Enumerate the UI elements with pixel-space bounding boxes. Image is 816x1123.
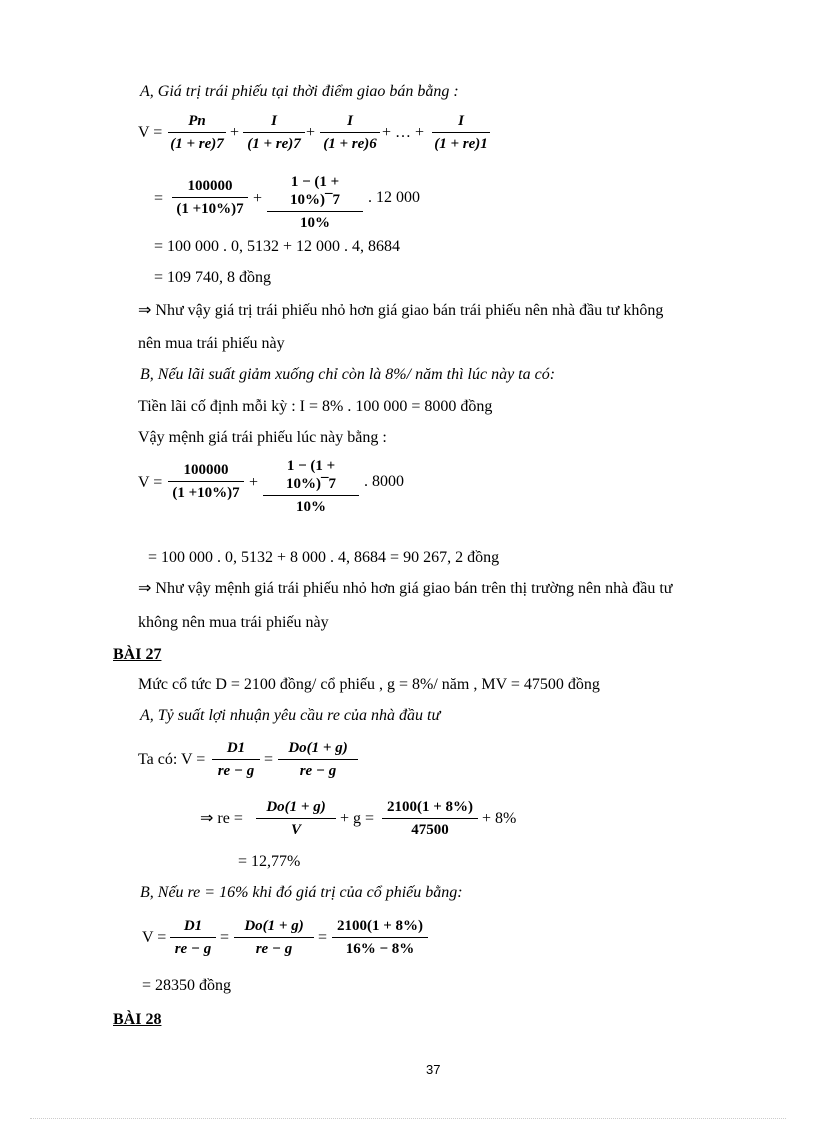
eq6-result: = 28350 đồng	[142, 977, 232, 994]
eq6-fraction-2: Do(1 + g) re − g	[234, 917, 314, 958]
calc-line-1: = 100 000 . 0, 5132 + 12 000 . 4, 8684	[154, 238, 401, 255]
eq4-fraction-2: Do(1 + g) re − g	[278, 739, 358, 780]
eq5-mid: + g =	[340, 810, 375, 827]
eq2-plus: +	[253, 190, 263, 207]
eq5-lhs: ⇒ re =	[200, 810, 243, 827]
conclusion-1a: ⇒ Như vậy giá trị trái phiếu nhỏ hơn giá giao bán trái phiếu nên nhà đầu tư không	[138, 302, 664, 319]
page-bottom-divider	[30, 1118, 786, 1119]
eq1-fraction-3: I (1 + re)6	[320, 112, 380, 153]
part-b-heading: B, Nếu lãi suất giảm xuống chỉ còn là 8%/ năm thì lúc này ta có:	[140, 366, 556, 383]
eq5-tail: + 8%	[482, 810, 517, 827]
eq3-plus: +	[249, 474, 259, 491]
eq1-plus-1: +	[230, 124, 240, 141]
value-line: Vậy mệnh giá trái phiếu lúc này bằng :	[138, 429, 387, 446]
given-line: Mức cổ tức D = 2100 đồng/ cổ phiếu , g = 8%/ năm , MV = 47500 đồng	[138, 676, 600, 693]
eq5-fraction-1: Do(1 + g) V	[256, 798, 336, 839]
eq1-lhs: V =	[138, 124, 163, 141]
eq4-fraction-1: D1 re − g	[212, 739, 260, 780]
eq1-fraction-1: Pn (1 + re)7	[168, 112, 226, 153]
eq6-equals-2: =	[318, 929, 328, 946]
eq3-fraction-1: 100000 (1 +10%)7	[168, 461, 244, 502]
interest-line: Tiền lãi cố định mỗi kỳ : I = 8% . 100 000 = 8000 đồng	[138, 398, 493, 415]
section-heading-bai-27: BÀI 27	[113, 646, 162, 663]
calc-line-2: = 109 740, 8 đồng	[154, 269, 272, 286]
calc-line-3: = 100 000 . 0, 5132 + 8 000 . 4, 8684 = 90 267, 2 đồng	[148, 549, 500, 566]
eq4-lhs: Ta có: V =	[138, 751, 206, 768]
eq6-lhs: V =	[142, 929, 167, 946]
eq5-fraction-2: 2100(1 + 8%) 47500	[382, 798, 478, 839]
eq2-lhs: =	[154, 190, 164, 207]
part-a27-heading: A, Tỷ suất lợi nhuận yêu cầu re của nhà đầu tư	[140, 707, 441, 724]
eq2-tail: . 12 000	[368, 189, 420, 206]
eq4-equals: =	[264, 751, 274, 768]
eq2-fraction-1: 100000 (1 +10%)7	[172, 177, 248, 218]
eq1-fraction-4: I (1 + re)1	[432, 112, 490, 153]
conclusion-2a: ⇒ Như vậy mệnh giá trái phiếu nhỏ hơn giá giao bán trên thị trường nên nhà đầu tư	[138, 580, 673, 597]
eq6-fraction-1: D1 re − g	[170, 917, 216, 958]
eq3-lhs: V =	[138, 474, 163, 491]
eq6-fraction-3: 2100(1 + 8%) 16% − 8%	[332, 917, 428, 958]
part-b27-heading: B, Nếu re = 16% khi đó giá trị của cổ phiếu bằng:	[140, 884, 463, 901]
eq6-equals-1: =	[220, 929, 230, 946]
part-a-heading: A, Giá trị trái phiếu tại thời điểm giao bán bằng :	[140, 83, 459, 100]
eq3-tail: . 8000	[364, 473, 404, 490]
section-heading-bai-28: BÀI 28	[113, 1011, 162, 1028]
eq1-ellipsis: + … +	[382, 124, 425, 141]
conclusion-2b: không nên mua trái phiếu này	[138, 614, 329, 631]
eq1-fraction-2: I (1 + re)7	[243, 112, 305, 153]
page-number: 37	[426, 1062, 441, 1077]
conclusion-1b: nên mua trái phiếu này	[138, 335, 285, 352]
eq1-plus-2: +	[306, 124, 316, 141]
eq2-fraction-2: 1 − (1 + 10%)¯7 10%	[267, 173, 363, 232]
eq5-result: = 12,77%	[238, 853, 301, 870]
eq3-fraction-2: 1 − (1 + 10%)¯7 10%	[263, 457, 359, 516]
